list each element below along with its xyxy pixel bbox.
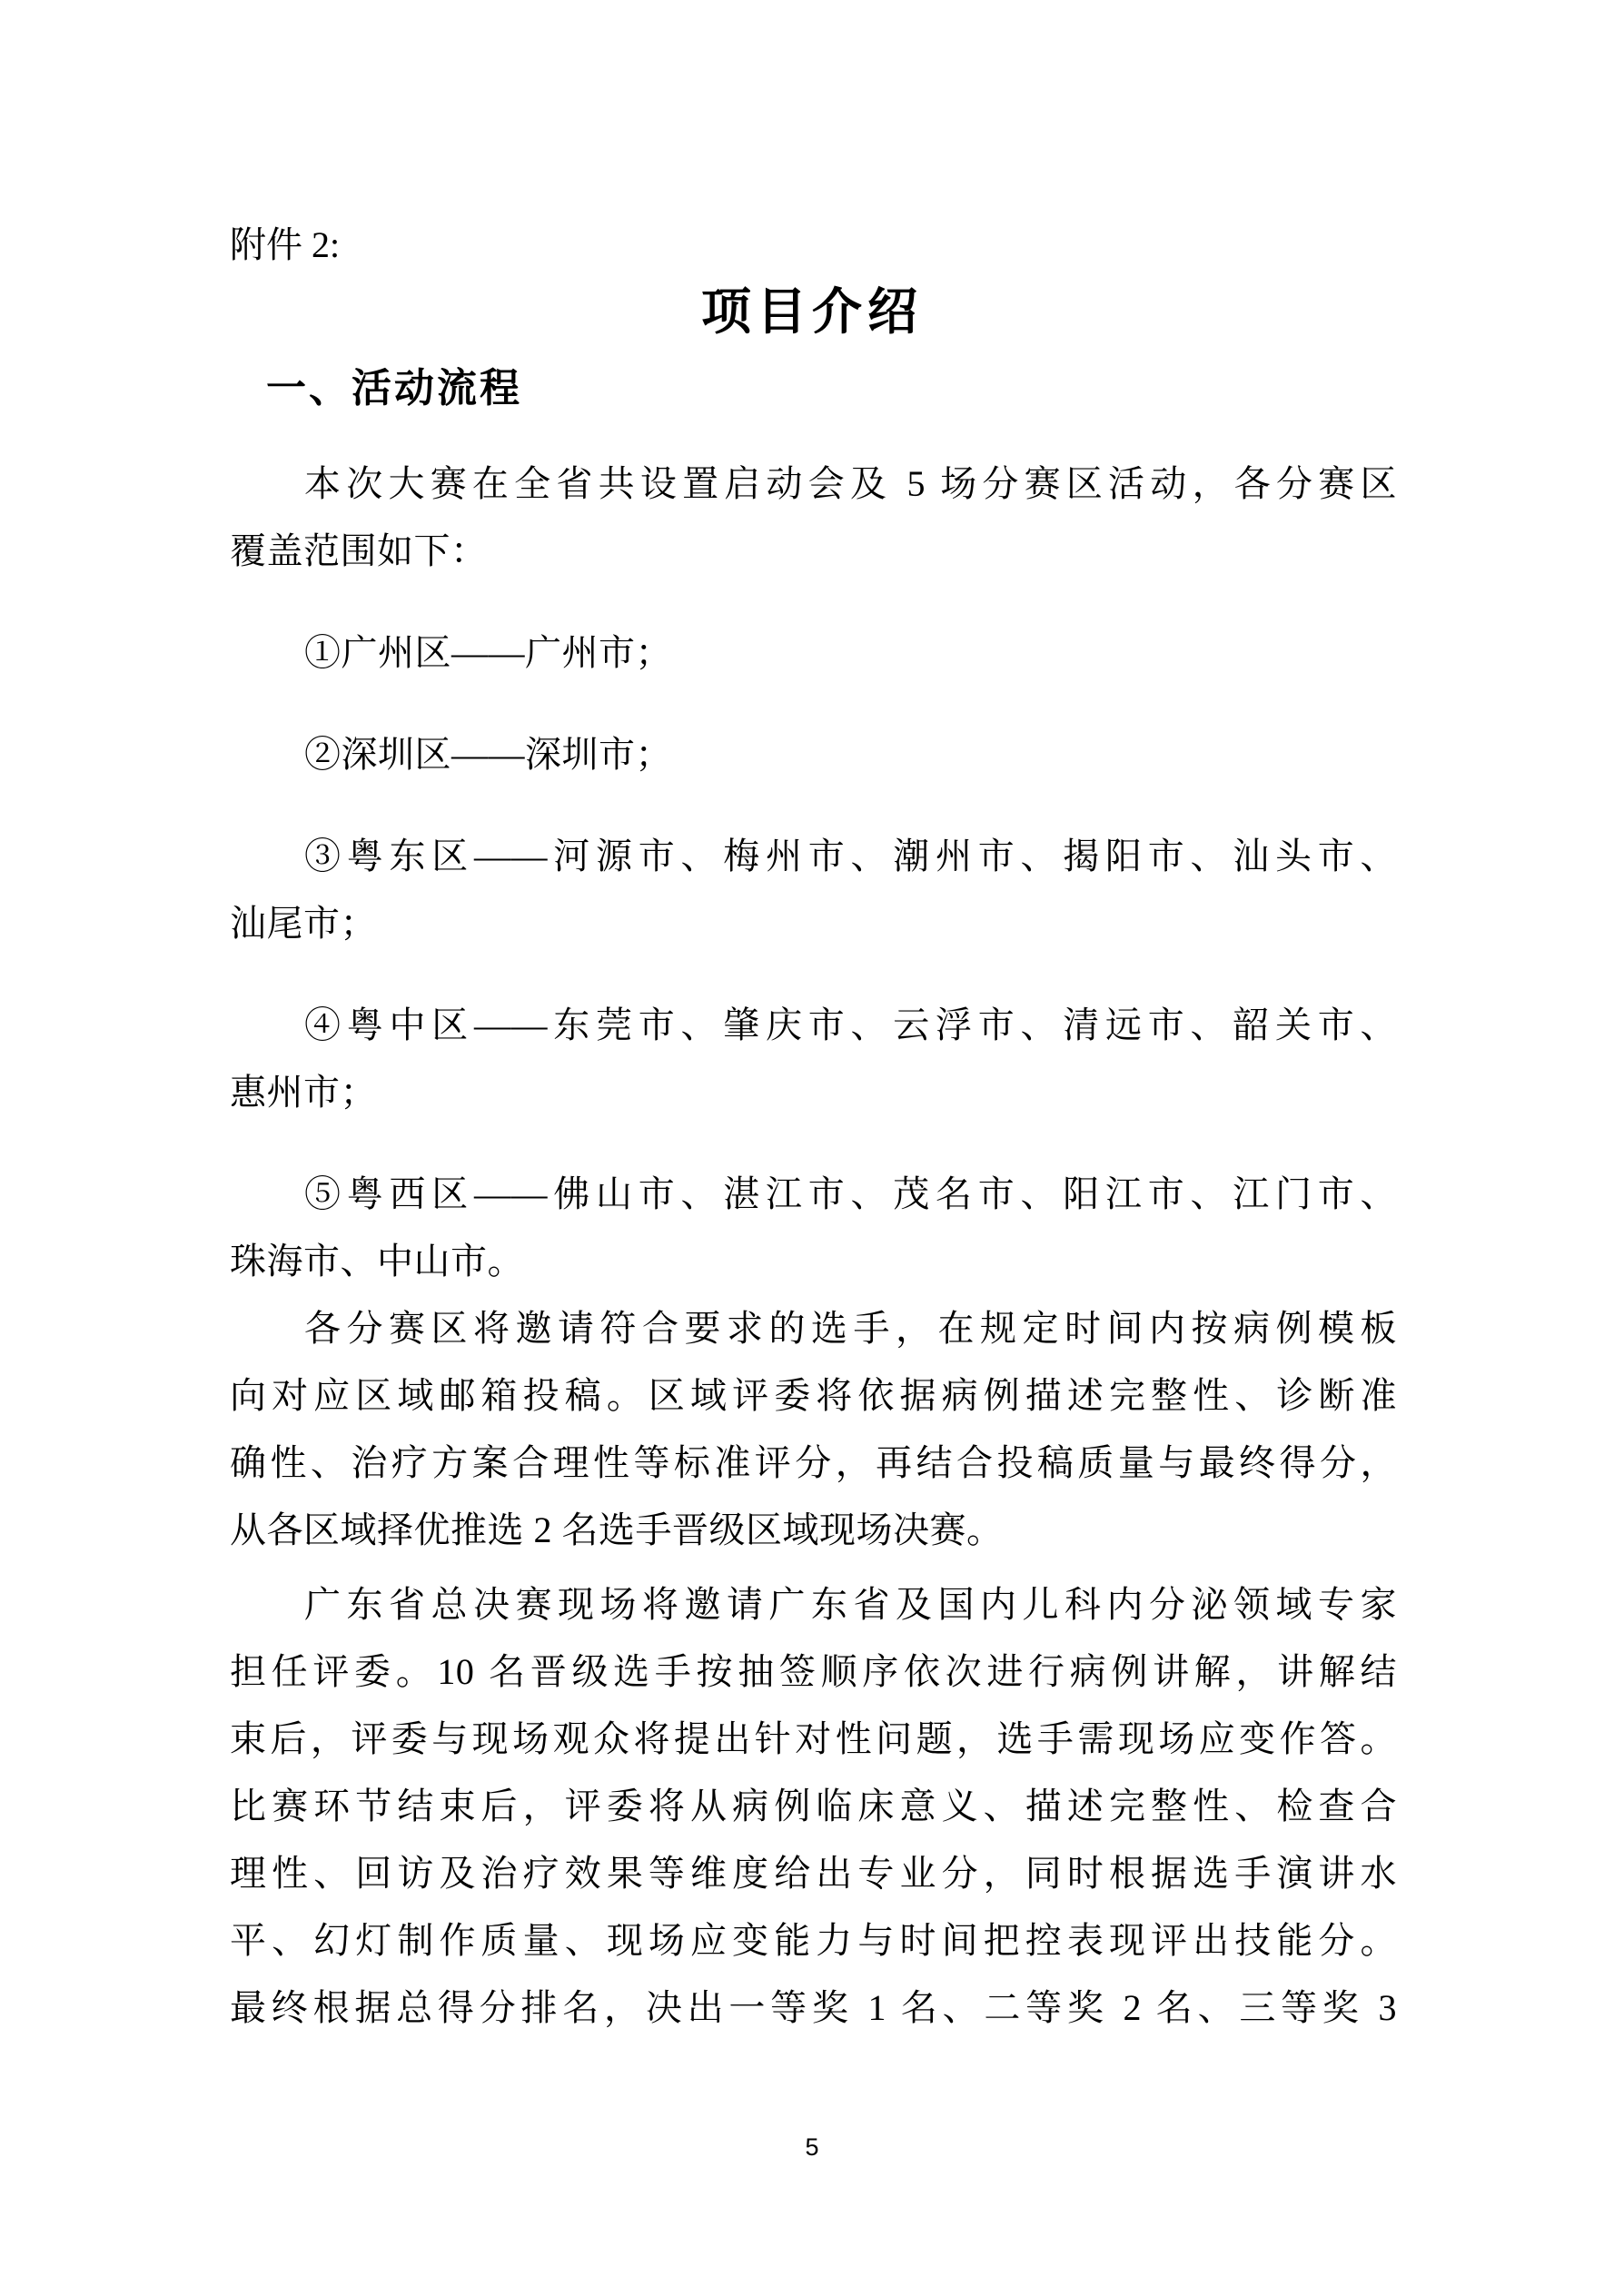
text-line: 从各区域择优推选 2 名选手晋级区域现场决赛。 — [230, 1509, 1004, 1550]
region-item-shenzhen: ②深圳区——深圳市； — [304, 734, 672, 775]
text-line: 覆盖范围如下： — [230, 530, 488, 571]
text-line: 本次大赛在全省共设置启动会及 5 场分赛区活动，各分赛区 — [304, 463, 1397, 504]
document-title: 项目介绍 — [700, 284, 923, 340]
text-line: 担任评委。10 名晋级选手按抽签顺序依次进行病例讲解，讲解结 — [230, 1651, 1397, 1692]
region-item-yuexi-cont: 珠海市、中山市。 — [230, 1241, 524, 1282]
text-line: 理性、回访及治疗效果等维度给出专业分，同时根据选手演讲水 — [230, 1853, 1397, 1894]
text-line: 各分赛区将邀请符合要求的选手，在规定时间内按病例模板 — [304, 1308, 1397, 1349]
text-line: 平、幻灯制作质量、现场应变能力与时间把控表现评出技能分。 — [230, 1920, 1397, 1961]
attachment-label: 附件 2: — [230, 224, 341, 265]
region-item-yuexi: ⑤粤西区——佛山市、湛江市、茂名市、阳江市、江门市、 — [304, 1173, 1397, 1214]
region-item-guangzhou: ①广州区——广州市； — [304, 632, 672, 673]
region-item-yuezhong: ④粤中区——东莞市、肇庆市、云浮市、清远市、韶关市、 — [304, 1004, 1397, 1045]
section-heading: 一、活动流程 — [266, 366, 522, 411]
region-item-yuedong-cont: 汕尾市； — [230, 903, 377, 944]
text-line: 比赛环节结束后，评委将从病例临床意义、描述完整性、检查合 — [230, 1786, 1397, 1826]
text-line: 广东省总决赛现场将邀请广东省及国内儿科内分泌领域专家 — [304, 1584, 1397, 1625]
region-item-yuedong: ③粤东区——河源市、梅州市、潮州市、揭阳市、汕头市、 — [304, 836, 1397, 876]
region-item-yuezhong-cont: 惠州市； — [230, 1072, 377, 1113]
text-line: 束后，评委与现场观众将提出针对性问题，选手需现场应变作答。 — [230, 1718, 1397, 1759]
document-body — [230, 450, 1397, 2042]
text-line: 最终根据总得分排名，决出一等奖 1 名、二等奖 2 名、三等奖 3 — [230, 1987, 1397, 2028]
page-number: 5 — [805, 2133, 819, 2161]
text-line: 向对应区域邮箱投稿。区域评委将依据病例描述完整性、诊断准 — [230, 1375, 1397, 1416]
text-line: 确性、治疗方案合理性等标准评分，再结合投稿质量与最终得分， — [230, 1442, 1397, 1483]
